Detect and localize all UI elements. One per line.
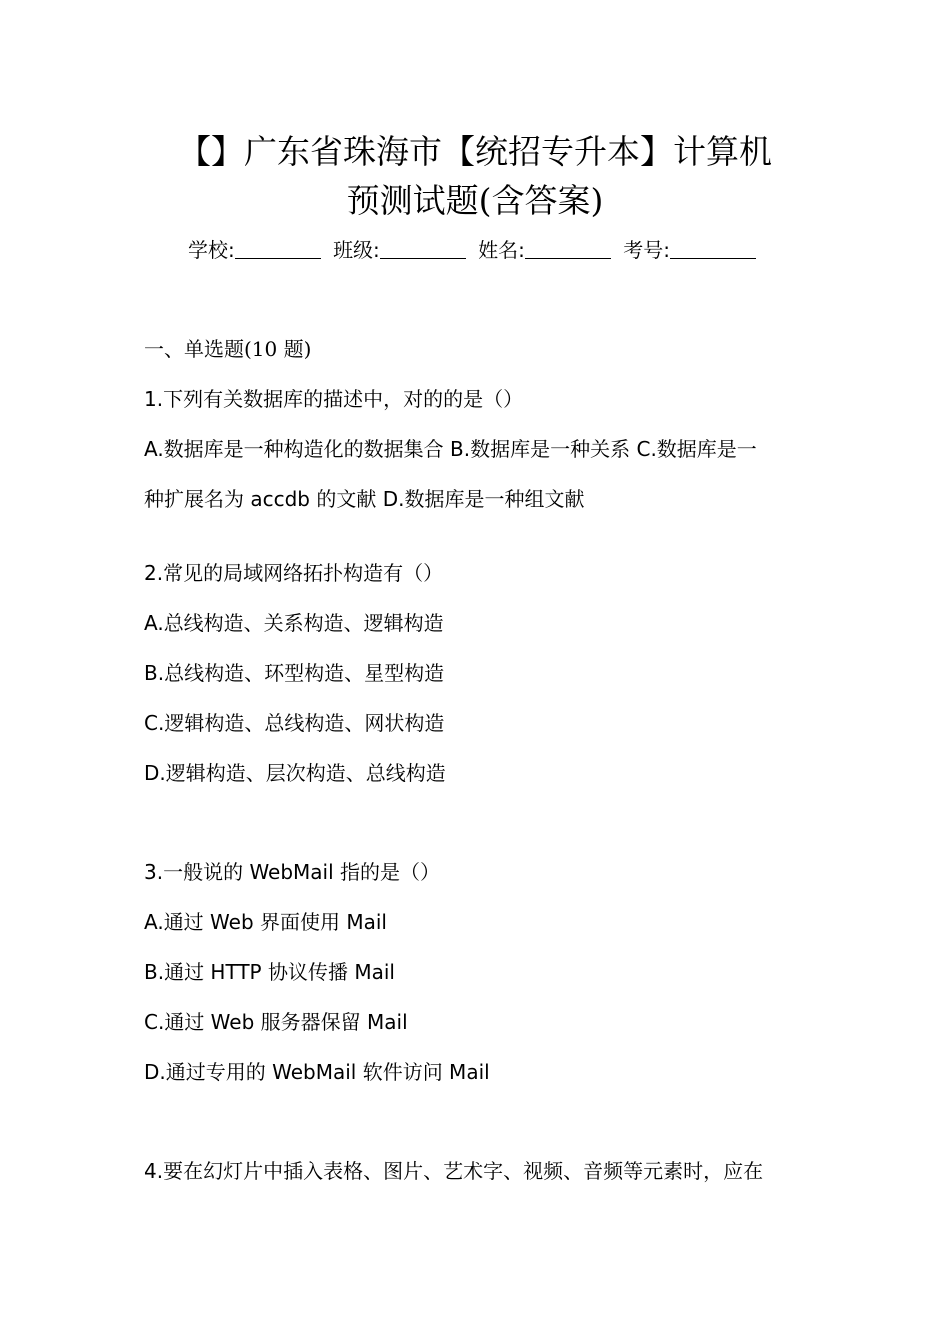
- question-1-options-line-2: 种扩展名为 accdb 的文献 D.数据库是一种组文献: [144, 487, 585, 511]
- name-blank: [525, 238, 611, 259]
- section-title: 一、单选题(10 题): [144, 337, 312, 361]
- exam-no-blank: [670, 238, 756, 259]
- question-2-option-d: D.逻辑构造、层次构造、总线构造: [144, 761, 446, 785]
- exam-no-label: 考号:: [623, 238, 671, 262]
- question-2-option-c: C.逻辑构造、总线构造、网状构造: [144, 711, 445, 735]
- name-label: 姓名:: [478, 238, 525, 262]
- question-2-stem: 2.常见的局域网络拓扑构造有（）: [144, 561, 444, 585]
- class-label: 班级:: [333, 238, 380, 262]
- question-3-option-c: C.通过 Web 服务器保留 Mail: [144, 1010, 408, 1034]
- school-label: 学校:: [187, 238, 235, 262]
- question-3-stem: 3.一般说的 WebMail 指的是（）: [144, 860, 441, 884]
- question-4-stem: 4.要在幻灯片中插入表格、图片、艺术字、视频、音频等元素时，应在: [144, 1159, 764, 1183]
- question-3-option-b: B.通过 HTTP 协议传播 Mail: [144, 960, 395, 984]
- question-1-stem: 1.下列有关数据库的描述中，对的的是（）: [144, 387, 524, 411]
- question-1-options-line-1: A.数据库是一种构造化的数据集合 B.数据库是一种关系 C.数据库是一: [144, 437, 757, 461]
- question-3-option-d: D.通过专用的 WebMail 软件访问 Mail: [144, 1060, 490, 1084]
- document-title-line-1: 【】广东省珠海市【统招专升本】计算机: [178, 132, 772, 171]
- school-blank: [235, 238, 321, 259]
- question-2-option-b: B.总线构造、环型构造、星型构造: [144, 661, 445, 685]
- class-blank: [380, 238, 466, 259]
- question-3-option-a: A.通过 Web 界面使用 Mail: [144, 910, 387, 934]
- student-info-row: [0, 236, 950, 264]
- document-title-line-2: 预测试题(含答案): [346, 181, 604, 220]
- question-2-option-a: A.总线构造、关系构造、逻辑构造: [144, 611, 444, 635]
